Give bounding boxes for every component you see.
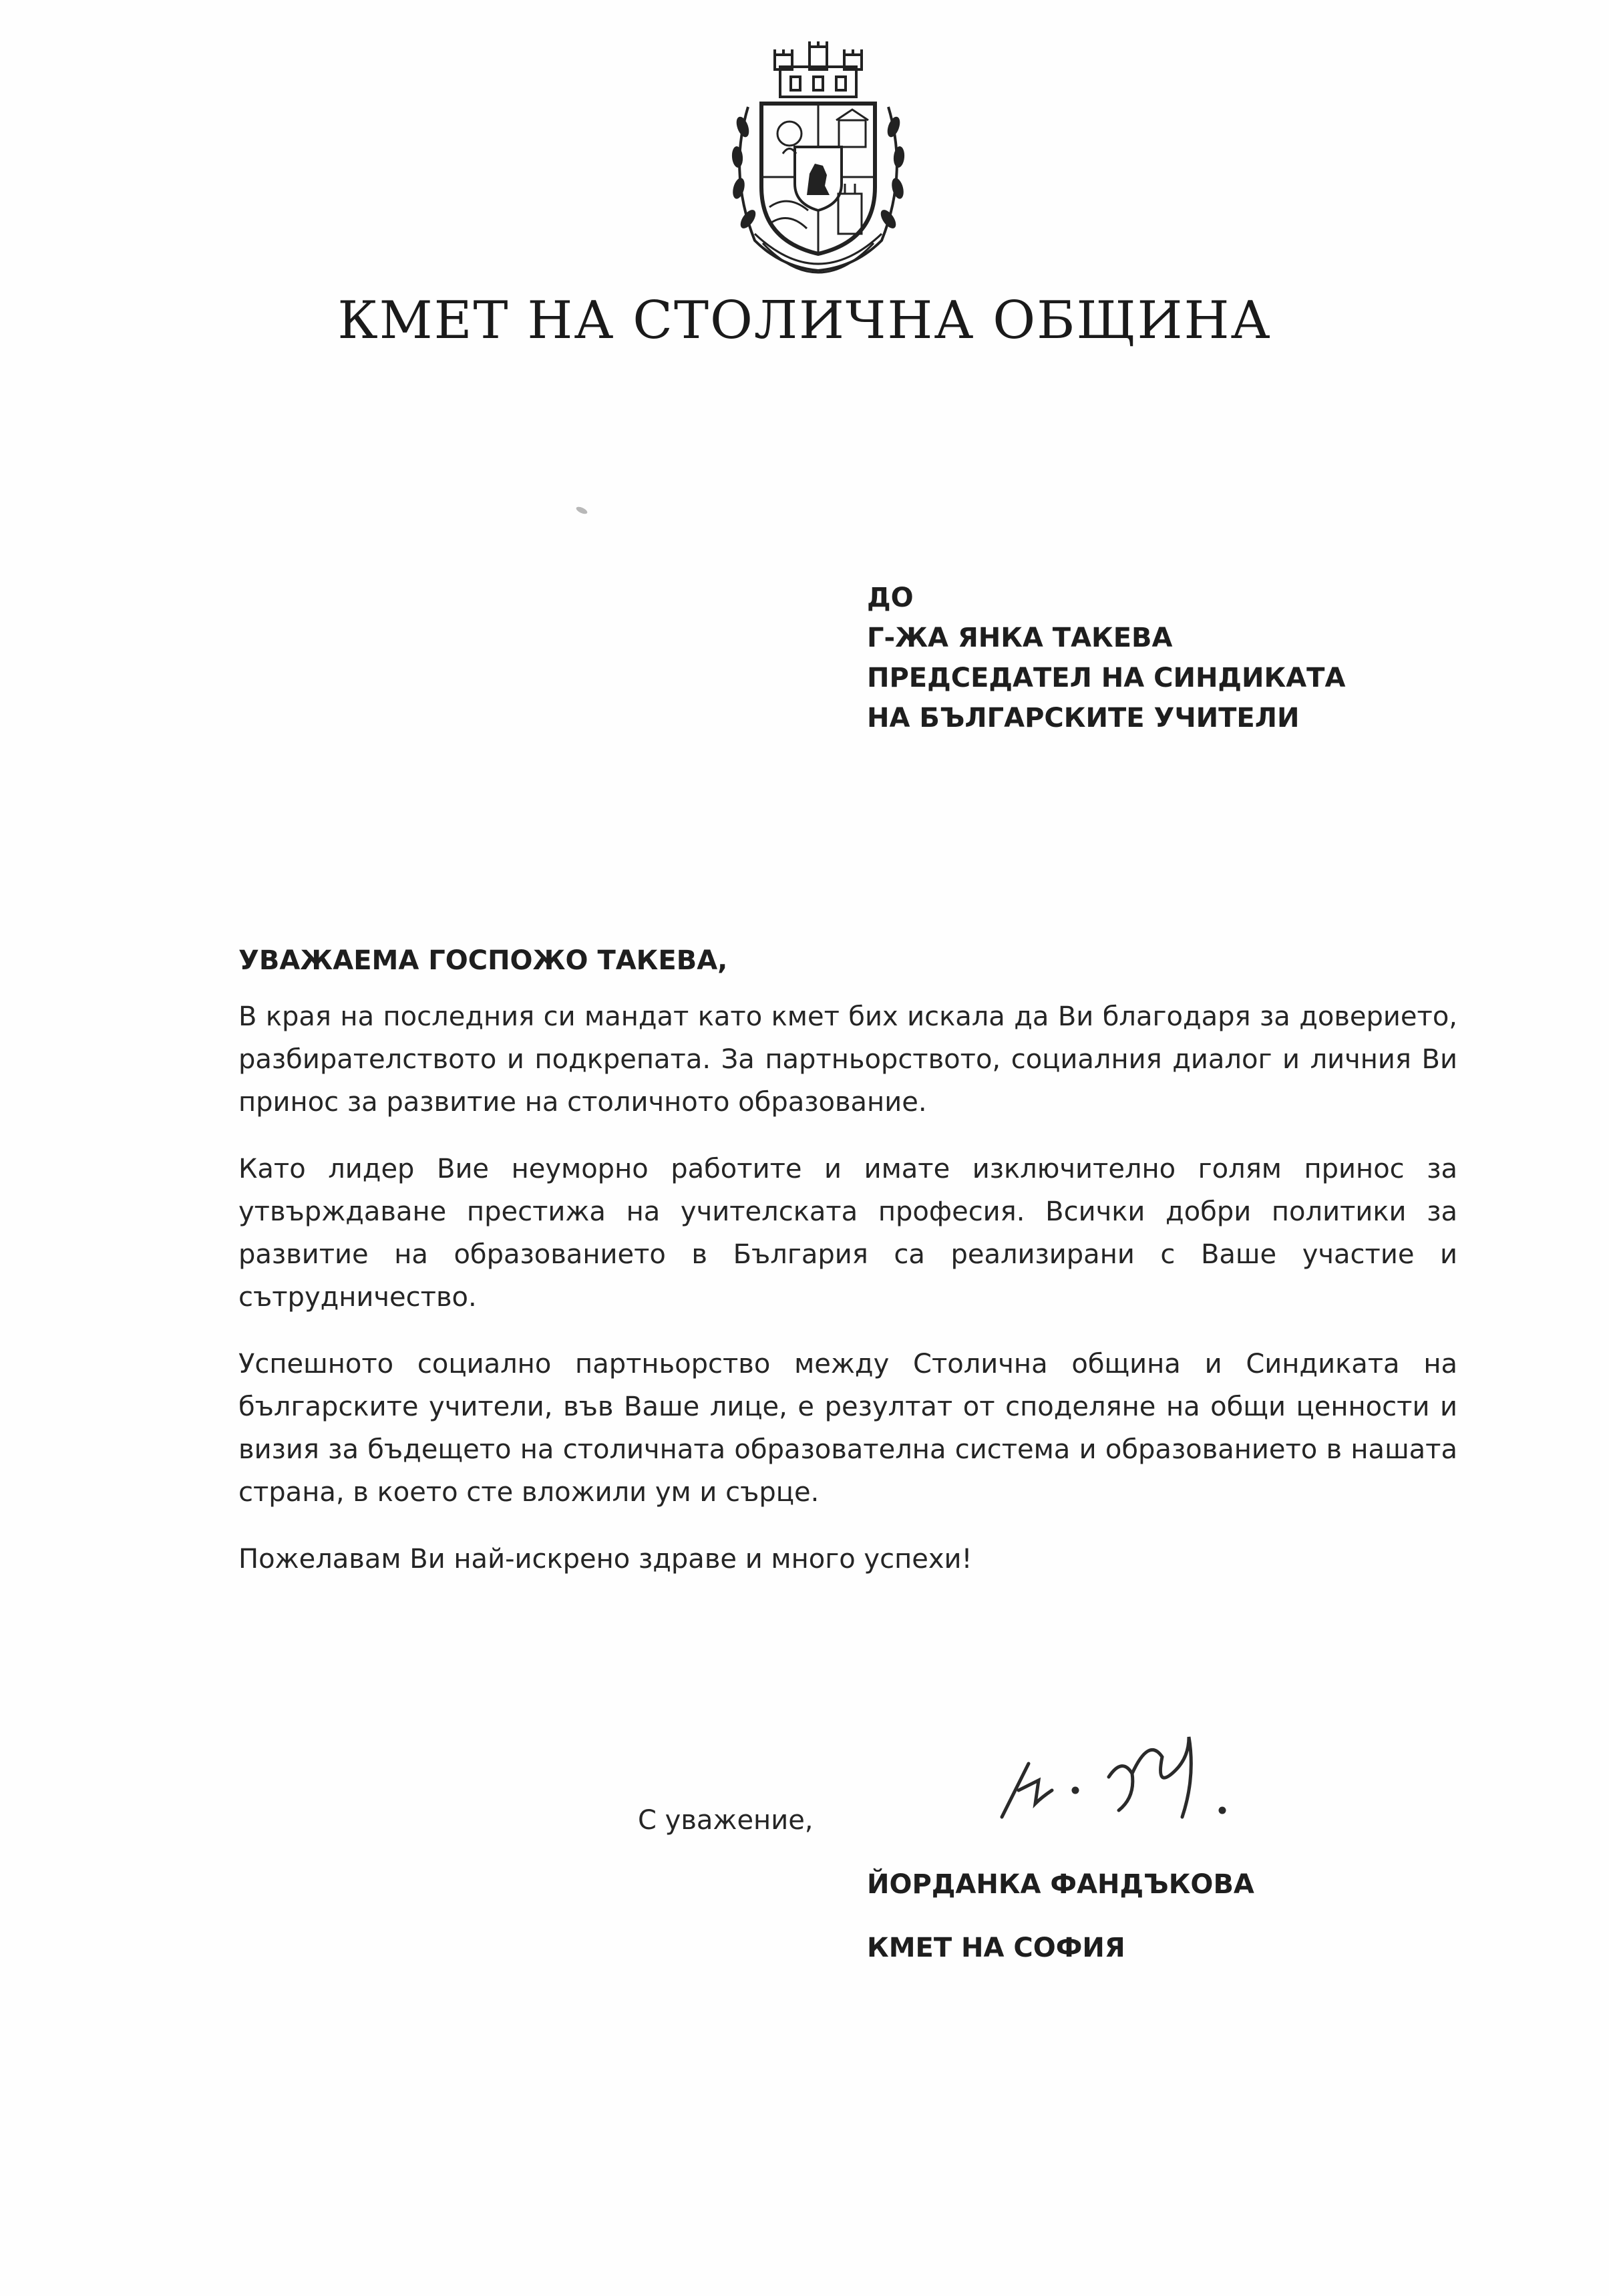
page-title: КМЕТ НА СТОЛИЧНА ОБЩИНА: [337, 291, 1272, 351]
paragraph: В края на последния си мандат като кмет бих искала да Ви благодаря за доверието, разбирателството и подкрепата. За партньорството, социалния диалог и личния Ви принос за развитие на столичното образование.: [238, 1001, 1457, 1118]
signer-name: ЙОРДАНКА ФАНДЪКОВА: [867, 1869, 1254, 1900]
scan-speck: [575, 506, 588, 516]
closing: С уважение,: [638, 1805, 814, 1836]
letter-body: [238, 995, 1457, 1605]
paragraph: Като лидер Вие неуморно работите и имате изключително голям принос за утвърждаване престижа на учителската професия. Всички добри политики за развитие на образованието в България са реализирани с Ваше участие и сътрудничество.: [238, 1154, 1457, 1313]
addressee-line: НА БЪЛГАРСКИТЕ УЧИТЕЛИ: [867, 703, 1300, 733]
salutation: УВАЖАЕМА ГОСПОЖО ТАКЕВА,: [238, 945, 728, 976]
sofia-coat-of-arms-icon: [708, 40, 928, 287]
addressee-line: ДО: [867, 583, 914, 613]
addressee-line: ПРЕДСЕДАТЕЛ НА СИНДИКАТА: [867, 663, 1346, 693]
paragraph: Успешното социално партньорство между Столична община и Синдиката на българските учители, във Ваше лице, е резултат от споделяне на общи ценности и визия за бъдещето на столичната образователна система и образованието в нашата страна, в което сте вложили ум и сърце.: [238, 1349, 1457, 1508]
paragraph: Пожелавам Ви най-искрено здраве и много успехи!: [238, 1544, 972, 1575]
handwritten-signature: [989, 1717, 1256, 1830]
addressee-line: Г-ЖА ЯНКА ТАКЕВА: [867, 623, 1173, 653]
addressee-block: [867, 578, 1345, 738]
signer-title: КМЕТ НА СОФИЯ: [867, 1933, 1125, 1963]
